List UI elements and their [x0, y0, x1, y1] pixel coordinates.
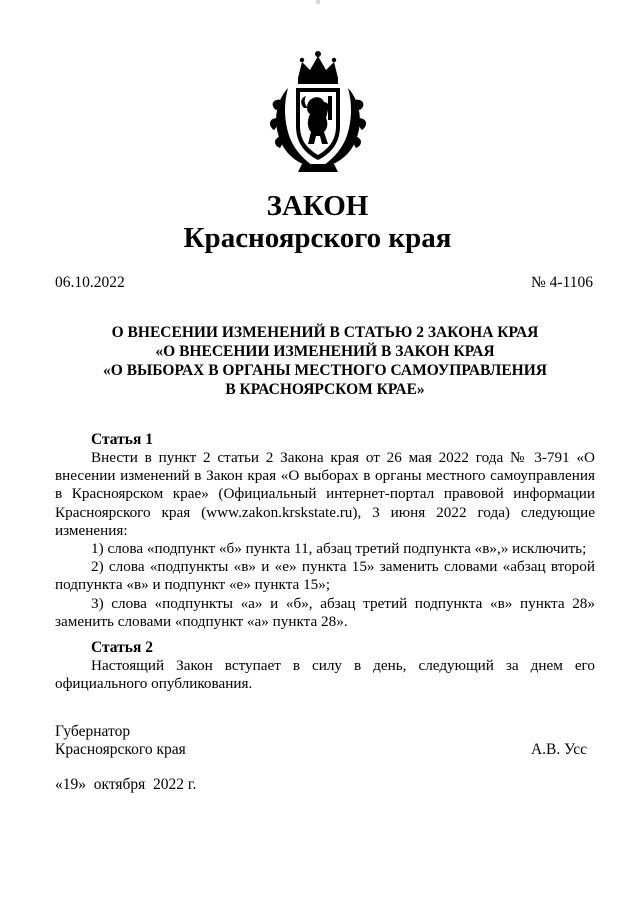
article-1-body [55, 449, 595, 631]
heading-line: «О ВЫБОРАХ В ОРГАНЫ МЕСТНОГО САМОУПРАВЛЕНИЯ [103, 362, 547, 379]
signer-position-line2: Красноярского края [55, 741, 186, 758]
article-1-title: Статья 1 [91, 431, 153, 448]
heading-line: О ВНЕСЕНИИ ИЗМЕНЕНИЙ В СТАТЬЮ 2 ЗАКОНА КРАЯ [111, 324, 539, 341]
signer-position-line1: Губернатор [55, 723, 131, 740]
article-paragraph: Внести в пункт 2 статьи 2 Закона края от 26 мая 2022 года № 3-791 «О внесении изменений в Закон края «О выборах в органы местного самоуправления в Красноярском крае» (Официальный интернет-портал правовой информации Красноярского края (www.zakon.krskstate.ru), 3 июня 2022 года) следующие изменения: [55, 449, 595, 539]
document-subtitle: Красноярского края [183, 222, 452, 254]
article-paragraph: 3) слова «подпункты «а» и «б», абзац третий подпункта «в» пункта 28» заменить словами «подпункт «а» пункта 28». [55, 594, 595, 630]
signature-date: «19» октября 2022 г. [55, 776, 197, 793]
law-heading [55, 323, 595, 399]
page-edge-mark [316, 0, 320, 4]
article-2-title: Статья 2 [91, 639, 153, 656]
heading-line: В КРАСНОЯРСКОМ КРАЕ» [225, 381, 425, 398]
signer-name: А.В. Усс [530, 741, 587, 758]
article-2-body [55, 657, 595, 693]
krasnoyarsk-coat-of-arms-icon [266, 48, 370, 176]
document-number: № 4-1106 [531, 274, 593, 291]
document-title: ЗАКОН [266, 190, 369, 222]
document-date: 06.10.2022 [55, 274, 125, 291]
article-paragraph: 2) слова «подпункты «в» и «е» пункта 15» заменить словами «абзац второй подпункта «в» и подпункт «е» пункта 15»; [55, 558, 595, 594]
article-paragraph: 1) слова «подпункт «б» пункта 11, абзац третий подпункта «в»,» исключить; [91, 540, 587, 558]
article-paragraph: Настоящий Закон вступает в силу в день, следующий за днем его официального опубликования. [55, 657, 595, 693]
heading-line: «О ВНЕСЕНИИ ИЗМЕНЕНИЙ В ЗАКОН КРАЯ [155, 343, 495, 360]
